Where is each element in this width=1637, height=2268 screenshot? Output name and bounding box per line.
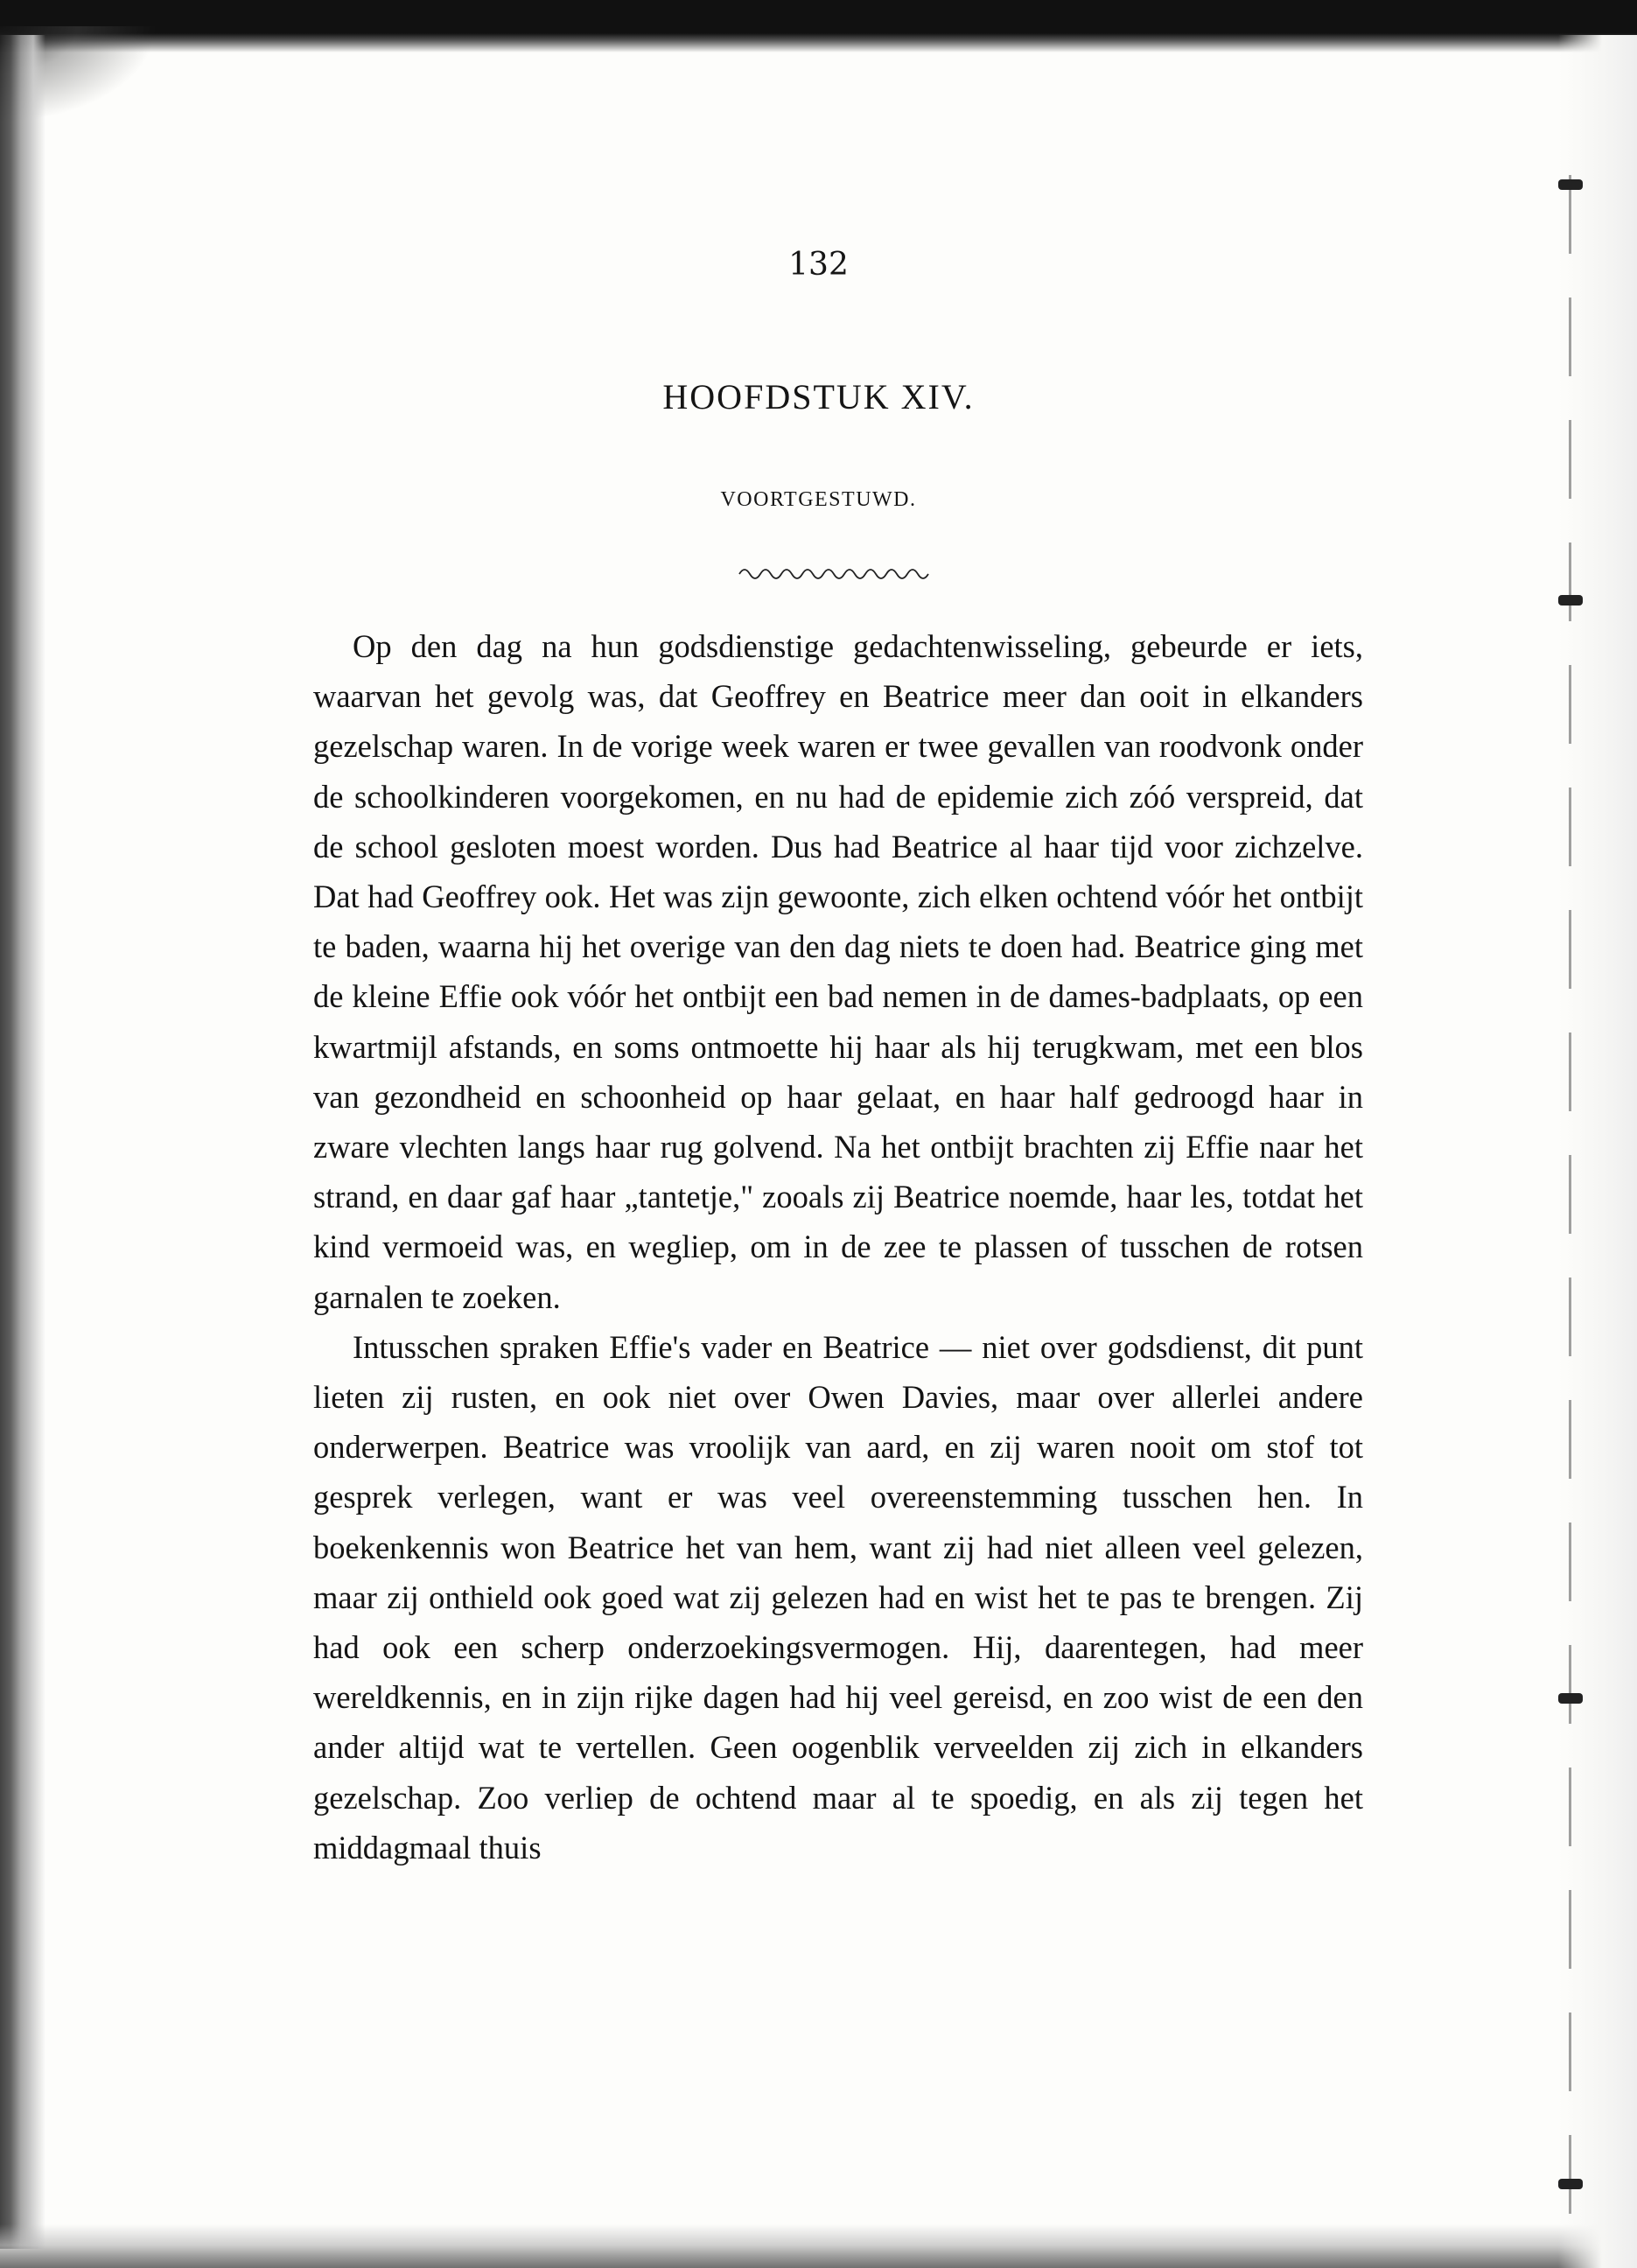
chapter-title: HOOFDSTUK XIV. <box>662 377 975 416</box>
binding-line <box>1569 175 1571 2258</box>
paragraph: Intusschen spraken Effie's vader en Beatrice — niet over godsdienst, dit punt lieten zij rusten, en ook niet over Owen Davies, maar over allerlei andere onderwerpen. Beatrice was vroolijk van aard, en zij waren nooit om stof tot gesprek verlegen, want er was veel overeenstemming tusschen hen. In boekenkennis won Beatrice het van hem, want zij had niet alleen veel gelezen, maar zij onthield ook goed wat zij gelezen had en wist het te pas te brengen. Zij had ook een scherp onderzoekingsvermogen. Hij, daarentegen, had meer wereldkennis, en in zijn rijke dagen had hij veel gereisd, en zoo wist de een den ander altijd wat te vertellen. Geen oogenblik verveelden zij zich in elkanders gezelschap. Zoo verliep de ochtend maar al te spoedig, en als zij tegen het middagmaal thuis <box>313 1328 1363 1866</box>
wavy-rule-ornament-icon <box>738 562 930 581</box>
binding-mark <box>1558 2179 1583 2189</box>
scan-edge-left <box>0 35 45 2249</box>
chapter-body <box>313 621 1363 1872</box>
binding-mark <box>1558 1693 1583 1704</box>
page-number: 132 <box>788 247 849 283</box>
chapter-subtitle: VOORTGESTUWD. <box>720 488 917 511</box>
scan-edge-top <box>0 0 1637 52</box>
scan-edge-bottom <box>0 2224 1637 2268</box>
binding-mark <box>1558 179 1583 190</box>
paragraph: Op den dag na hun godsdienstige gedachtenwisseling, gebeurde er iets, waarvan het gevolg was, dat Geoffrey en Beatrice meer dan ooit in elkanders gezelschap waren. In de vorige week waren er twee gevallen van roodvonk onder de schoolkinderen voorgekomen, en nu had de epidemie zich zóó verspreid, dat de school gesloten moest worden. Dus had Beatrice al haar tijd voor zichzelve. Dat had Geoffrey ook. Het was zijn gewoonte, zich elken ochtend vóór het ontbijt te baden, waarna hij het overige van den dag niets te doen had. Beatrice ging met de kleine Effie ook vóór het ontbijt een bad nemen in de dames-badplaats, op een kwartmijl afstands, en soms ontmoette hij haar als hij terugkwam, met een blos van gezondheid en schoonheid op haar gelaat, en haar half gedroogd haar in zware vlechten langs haar rug golvend. Na het ontbijt brachten zij Effie naar het strand, en daar gaf haar „tantetje," zooals zij Beatrice noemde, haar les, totdat het kind vermoeid was, en wegliep, om in de zee te plassen of tusschen de rotsen garnalen te zoeken. <box>313 628 1363 1315</box>
binding-mark <box>1558 595 1583 606</box>
